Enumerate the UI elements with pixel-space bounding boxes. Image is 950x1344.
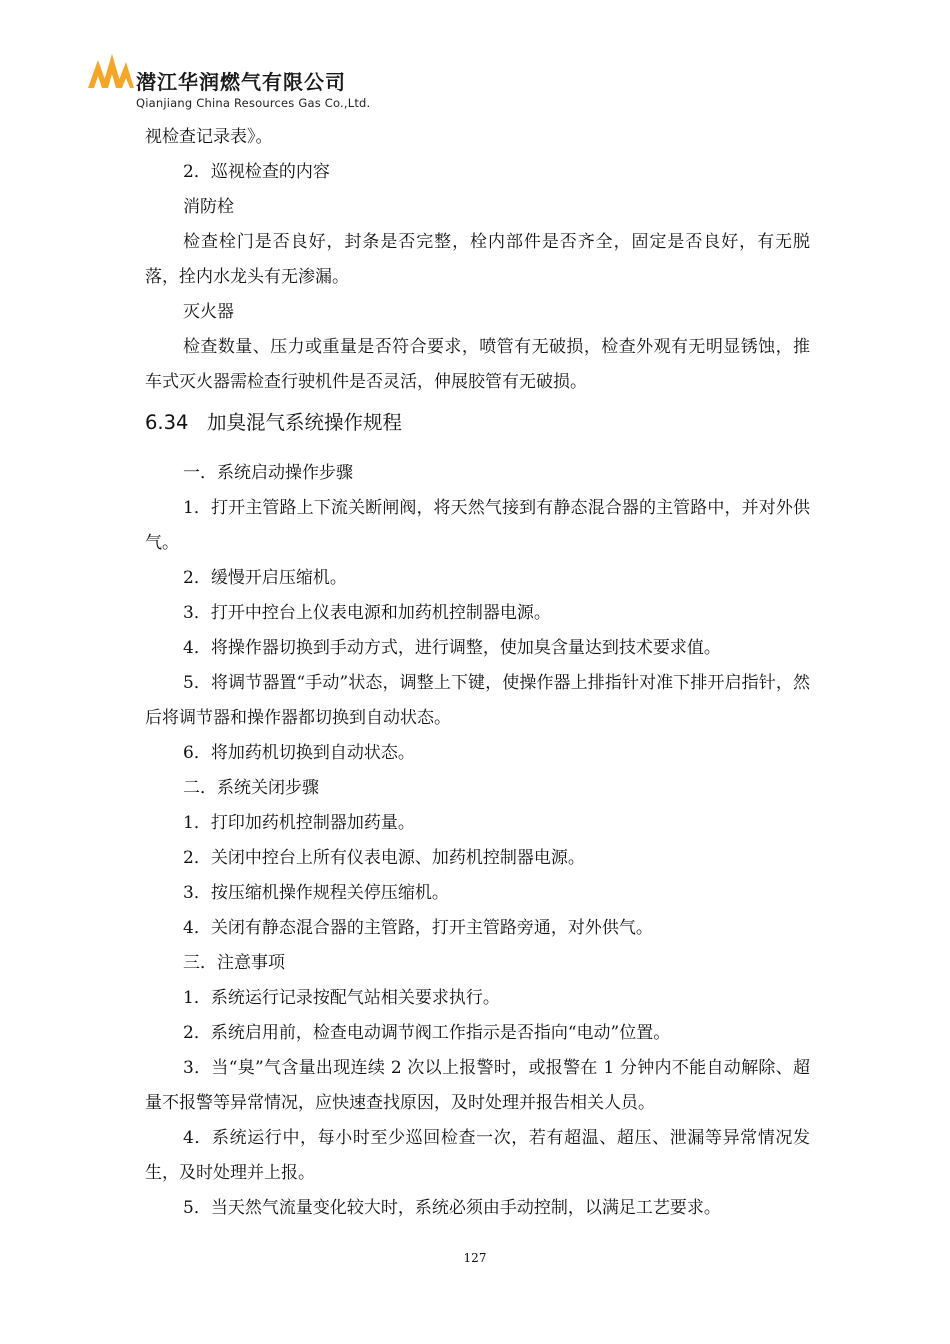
subheading-fire-hydrant: 消防栓 bbox=[183, 197, 234, 217]
page-number: 127 bbox=[463, 1251, 487, 1265]
list-item: 1．打印加药机控制器加药量。 bbox=[183, 813, 415, 833]
company-name-chinese: 潜江华润燃气有限公司 bbox=[136, 70, 346, 94]
list-item: 2．巡视检查的内容 bbox=[183, 162, 330, 182]
subsection-title: 二．系统关闭步骤 bbox=[183, 778, 319, 798]
company-name-english: Qianjiang China Resources Gas Co.,Ltd. bbox=[136, 96, 371, 110]
list-item: 5．将调节器置“手动”状态，调整上下键，使操作器上排指针对准下排开启指针，然后将调节器和操作器都切换到自动状态。 bbox=[145, 673, 810, 728]
list-item: 3．当“臭”气含量出现连续 2 次以上报警时，或报警在 1 分钟内不能自动解除、超量不报警等异常情况，应快速查找原因，及时处理并报告相关人员。 bbox=[145, 1058, 810, 1113]
list-item: 1．系统运行记录按配气站相关要求执行。 bbox=[183, 988, 500, 1008]
subsection-title: 三．注意事项 bbox=[183, 953, 285, 973]
paragraph: 检查栓门是否良好，封条是否完整，栓内部件是否齐全，固定是否良好，有无脱落，拴内水龙头有无渗漏。 bbox=[145, 232, 810, 287]
paragraph: 检查数量、压力或重量是否符合要求，喷管有无破损，检查外观有无明显锈蚀，推车式灭火器需检查行驶机件是否灵活，伸展胶管有无破损。 bbox=[145, 337, 810, 392]
list-item: 3．打开中控台上仪表电源和加药机控制器电源。 bbox=[183, 603, 551, 623]
section-heading bbox=[145, 405, 810, 440]
list-item: 4．关闭有静态混合器的主管路，打开主管路旁通，对外供气。 bbox=[183, 918, 653, 938]
subsection-title: 一．系统启动操作步骤 bbox=[183, 463, 353, 483]
list-item: 1．打开主管路上下流关断闸阀，将天然气接到有静态混合器的主管路中，并对外供气。 bbox=[145, 498, 810, 553]
list-item: 6．将加药机切换到自动状态。 bbox=[183, 743, 415, 763]
list-item: 4．系统运行中，每小时至少巡回检查一次，若有超温、超压、泄漏等异常情况发生，及时处理并上报。 bbox=[145, 1128, 810, 1183]
list-item: 4．将操作器切换到手动方式，进行调整，使加臭含量达到技术要求值。 bbox=[183, 638, 721, 658]
list-item: 5．当天然气流量变化较大时，系统必须由手动控制，以满足工艺要求。 bbox=[183, 1198, 721, 1218]
document-body bbox=[145, 120, 810, 1226]
flame-logo-icon bbox=[86, 48, 134, 94]
section-title: 加臭混气系统操作规程 bbox=[207, 411, 403, 434]
subheading-fire-extinguisher: 灭火器 bbox=[183, 302, 234, 322]
list-item: 2．关闭中控台上所有仪表电源、加药机控制器电源。 bbox=[183, 848, 585, 868]
list-item: 2．缓慢开启压缩机。 bbox=[183, 568, 347, 588]
list-item: 2．系统启用前，检查电动调节阀工作指示是否指向“电动”位置。 bbox=[183, 1023, 671, 1043]
list-item: 3．按压缩机操作规程关停压缩机。 bbox=[183, 883, 449, 903]
paragraph-continuation: 视检查记录表》。 bbox=[145, 127, 273, 147]
section-number: 6.34 bbox=[145, 411, 189, 434]
